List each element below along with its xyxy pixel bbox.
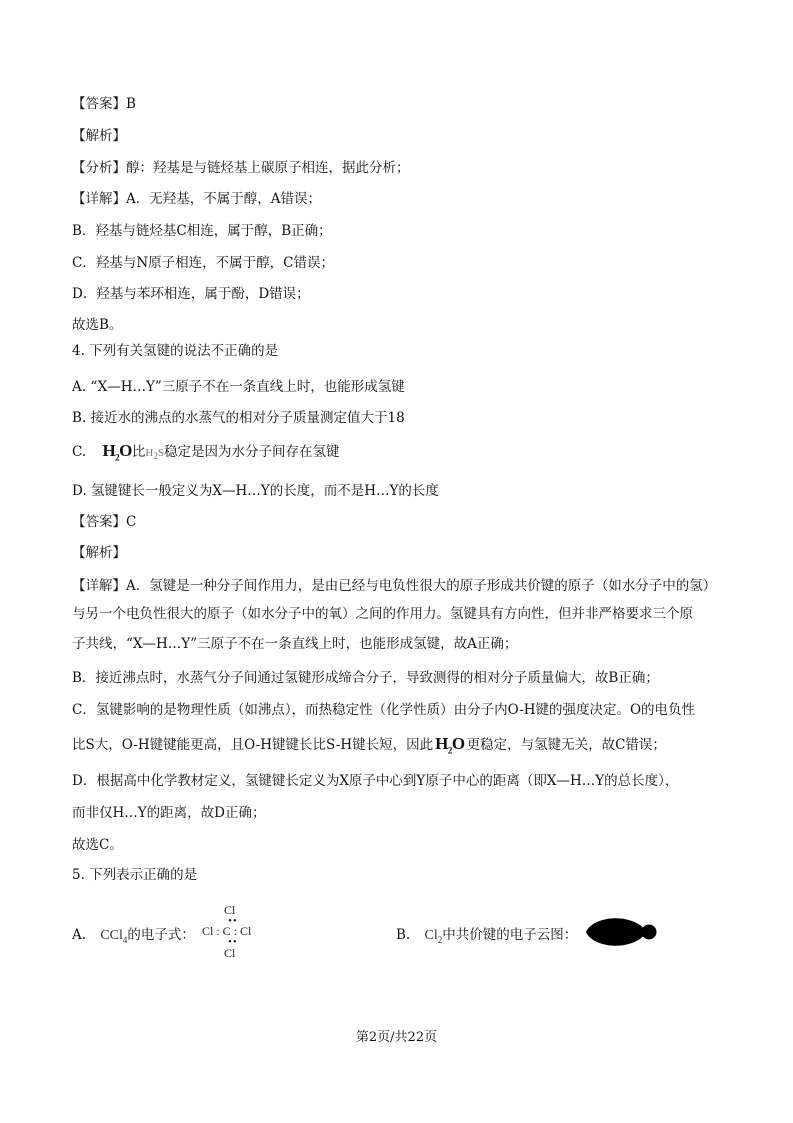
- analysis-3: 【分析】醇：羟基是与链烃基上碳原子相连，据此分析；: [72, 160, 410, 176]
- q4-option-a: A. “X—H…Y”三原子不在一条直线上时，也能形成氢键: [72, 379, 405, 395]
- q5-option-b: B. $Cl_2$中共价键的电子云图：: [396, 927, 578, 945]
- formula-cl2: $Cl_2$: [424, 928, 443, 945]
- analysis-heading-3: 【解析】: [72, 128, 126, 144]
- option-letter: C.: [72, 444, 87, 460]
- formula-h2o: $H_2O$: [102, 441, 132, 463]
- detail-4-a2: 与另一个电负性很大的原子（如水分子中的氧）之间的作用力。氢键具有方向性，但并非严格要求三个原: [72, 606, 693, 622]
- detail-3-b: B．羟基与链烃基C相连，属于醇，B正确；: [72, 223, 332, 239]
- detail-3-a: 【详解】A．无羟基，不属于醇，A错误；: [72, 191, 321, 207]
- formula-ccl4: CCl$_4$: [100, 928, 128, 945]
- q4-option-b: B. 接近水的沸点的水蒸气的相对分子质量测定值大于18: [72, 410, 405, 426]
- detail-4-d2: 而非仅H…Y的距离，故D正确；: [72, 805, 266, 821]
- page-footer: 第2页/共22页: [355, 1030, 438, 1045]
- lewis-dots-bottom: ••: [228, 936, 238, 948]
- formula-h2o: $H_2O$: [435, 734, 465, 756]
- detail-3-c: C．羟基与N原子相连，不属于醇，C错误；: [72, 255, 334, 271]
- option-letter: A.: [72, 927, 87, 943]
- conclusion-4: 故选C。: [72, 837, 123, 853]
- formula-h2s: $H_2S$: [145, 447, 164, 462]
- detail-4-c1: C．氢键影响的是物理性质（如沸点），而热稳定性（化学性质）由分子内O-H键的强度决定。O的电负性: [72, 702, 696, 718]
- lewis-top-cl: Cl: [224, 903, 236, 917]
- q5-option-a: A. CCl$_4$的电子式：: [72, 927, 195, 945]
- lewis-bottom-cl: Cl: [224, 946, 236, 960]
- electron-cloud-diagram: [582, 915, 662, 949]
- answer-3: 【答案】B: [72, 96, 136, 112]
- lewis-dots-top: ••: [228, 915, 238, 927]
- electron-cloud-lobe: [586, 918, 645, 946]
- detail-4-a3: 子共线，“X—H…Y”三原子不在一条直线上时，也能形成氢键，故A正确；: [72, 636, 518, 652]
- q4-option-c: C. $H_2O$比$H_2S$稳定是因为水分子间存在氢键: [72, 441, 340, 463]
- question-5: 5. 下列表示正确的是: [72, 867, 198, 883]
- lewis-middle-row: Cl : C : Cl: [202, 924, 252, 938]
- detail-3-d: D．羟基与苯环相连，属于酚，D错误；: [72, 286, 310, 302]
- detail-4-a1: 【详解】A．氢键是一种分子间作用力，是由已经与电负性很大的原子形成共价键的原子（如水分子中的氢）: [72, 578, 717, 594]
- answer-4: 【答案】C: [72, 514, 137, 530]
- detail-4-d1: D．根据高中化学教材定义，氢键键长定义为X原子中心到Y原子中心的距离（即X—H…Y的总长度），: [72, 773, 679, 789]
- q4-option-d: D. 氢键键长一般定义为X—H…Y的长度，而不是H…Y的长度: [72, 483, 439, 499]
- detail-4-b: B．接近沸点时，水蒸气分子间通过氢键形成缔合分子，导致测得的相对分子质量偏大，故B正确；: [72, 670, 659, 686]
- conclusion-3: 故选B。: [72, 317, 123, 333]
- detail-4-c2: 比S大，O-H键键能更高，且O-H键键长比S-H键长短，因此 $H_2O$ 更稳定，与氢键无关，故C错误；: [72, 734, 666, 756]
- question-4: 4. 下列有关氢键的说法不正确的是: [72, 343, 279, 359]
- analysis-heading-4: 【解析】: [72, 545, 126, 561]
- electron-cloud-small-lobe: [642, 925, 657, 940]
- option-letter: B.: [396, 927, 411, 943]
